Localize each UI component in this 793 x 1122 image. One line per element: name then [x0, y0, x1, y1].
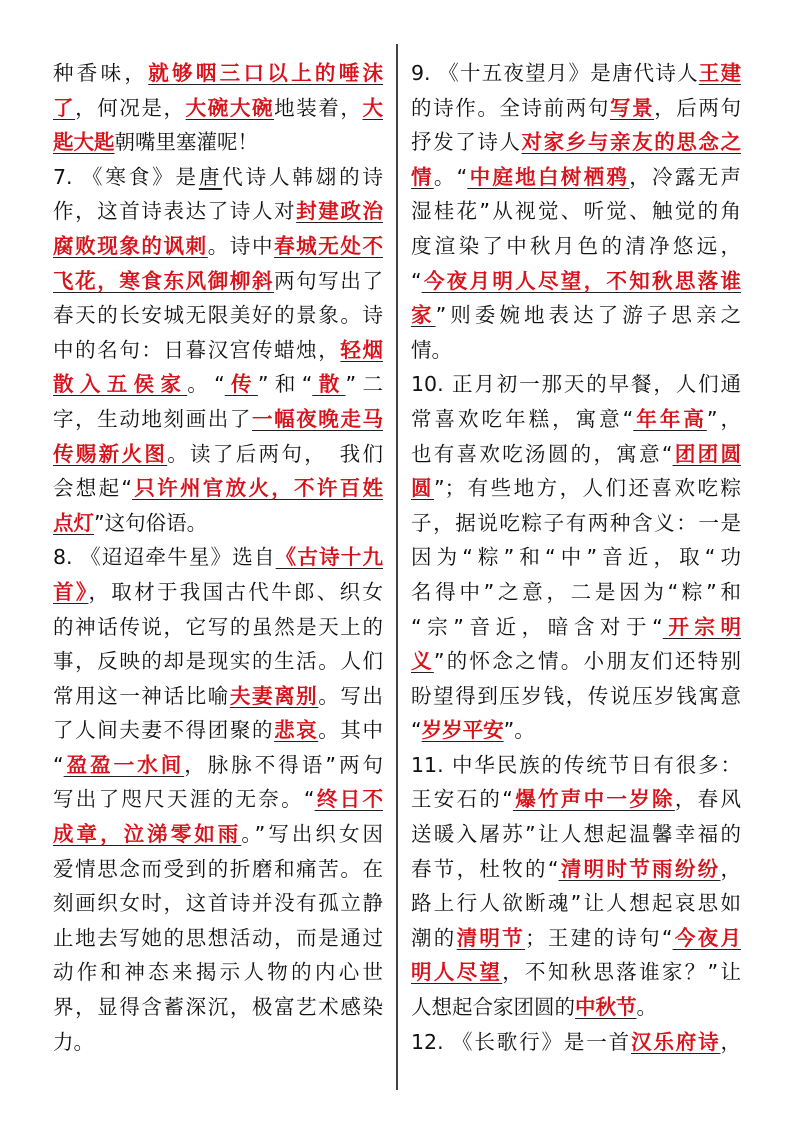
body-text: 界，显得含蓄深沉，极富艺术感染 [53, 995, 383, 1020]
text-line [53, 367, 383, 402]
body-text: 。写出 [318, 683, 384, 708]
body-text: 了人间夫妻不得团聚的 [53, 718, 275, 743]
body-text: ，后两句 [654, 95, 742, 120]
highlighted-answer: 成章，泣涕零如雨 [53, 822, 242, 847]
highlighted-answer: 《古诗十九 [275, 545, 384, 570]
text-line [53, 713, 383, 748]
text-line [411, 160, 741, 195]
body-text: 事，反映的却是现实的生活。人们 [53, 649, 383, 674]
highlighted-answer: 封建政治 [296, 199, 384, 224]
body-text: 朝嘴里塞灌呢！ [114, 130, 258, 155]
text-line [53, 644, 383, 679]
text-line [53, 886, 383, 921]
text-line [53, 852, 383, 887]
highlighted-answer: 汉乐府诗 [631, 1029, 721, 1054]
text-line [53, 402, 383, 437]
body-text: 11. 中华民族的传统节日有很多： [411, 752, 741, 777]
highlighted-answer: 春城无处不 [274, 233, 384, 258]
body-text: 两句写出了 [274, 268, 384, 293]
body-text: “ [411, 268, 422, 293]
highlighted-answer: 对家乡与亲友的思念之 [521, 130, 742, 155]
paragraph [53, 56, 383, 160]
body-text: 潮的 [411, 925, 457, 950]
text-line [53, 955, 383, 990]
text-line [411, 125, 741, 160]
body-text: 湿桂花”从视觉、听觉、触觉的角 [411, 199, 741, 224]
text-line [411, 817, 741, 852]
text-line [53, 333, 383, 368]
body-text: 止地去写她的思想活动，而是通过 [53, 925, 383, 950]
highlighted-answer: 大碗大碗 [185, 95, 275, 120]
text-line [411, 437, 741, 472]
text-line [411, 367, 741, 402]
left-column [53, 56, 383, 1059]
highlighted-answer: 情 [411, 164, 434, 189]
body-text: 会想起“ [53, 476, 133, 501]
body-text: 字，生动地刻画出了 [53, 406, 252, 431]
text-line [53, 540, 383, 575]
highlighted-answer: 今夜月 [672, 925, 741, 950]
text-line [411, 1025, 741, 1060]
text-line [53, 575, 383, 610]
text-line [411, 610, 741, 645]
highlighted-answer: 只许州官放火，不许百姓 [132, 476, 383, 501]
highlighted-answer: 点灯 [53, 510, 94, 535]
text-line [53, 160, 383, 195]
body-text: 10. 正月初一那天的早餐，人们通 [411, 372, 741, 397]
highlighted-answer: 传赐新火图 [53, 441, 168, 466]
text-line [411, 264, 741, 299]
text-line [411, 540, 741, 575]
text-line [53, 437, 383, 472]
text-line [411, 990, 741, 1025]
body-text: 盼望得到压岁钱，传说压岁钱寓意 [411, 683, 741, 708]
body-text: ”这句俗语。 [94, 510, 208, 535]
highlighted-answer: 轻烟 [340, 337, 384, 362]
body-text: 8. 《迢迢牵牛星》选自 [53, 545, 276, 570]
body-text: 。其中 [318, 718, 384, 743]
text-line [411, 298, 741, 333]
text-line [411, 194, 741, 229]
body-text: ；王建的诗句“ [525, 925, 673, 950]
highlighted-answer: 圆 [411, 476, 434, 501]
text-line [53, 506, 383, 541]
paragraph [411, 367, 741, 748]
text-line [53, 264, 383, 299]
body-text: ， [720, 856, 741, 881]
text-line [411, 921, 741, 956]
text-line [53, 679, 383, 714]
body-text: ，春风 [674, 787, 741, 812]
body-text: 送暖入屠苏”让人想起温馨幸福的 [411, 822, 741, 847]
highlighted-answer: 飞花，寒食东风御柳斜 [53, 268, 275, 293]
body-text: 。“ [187, 372, 225, 397]
paragraph [411, 1025, 741, 1060]
paragraph [411, 748, 741, 1025]
text-line [411, 333, 741, 368]
body-text: 因为“粽”和“中”音近，取“功 [411, 545, 741, 570]
highlighted-answer: 盈盈一水间 [63, 752, 185, 777]
text-line [53, 817, 383, 852]
highlighted-answer: 家 [411, 303, 436, 328]
body-text: “宗”音近，暗含对于“ [411, 614, 663, 639]
highlighted-answer: 今夜月明人尽望，不知秋思落谁 [421, 268, 741, 293]
body-text: ”和“ [257, 372, 313, 397]
body-text: 。诗中 [207, 233, 275, 258]
text-line [411, 229, 741, 264]
body-text: 。 [636, 995, 657, 1020]
highlighted-answer: 王建 [698, 61, 742, 85]
body-text: ， [720, 1029, 741, 1054]
highlighted-answer: 明人尽望 [411, 960, 503, 985]
text-line [53, 782, 383, 817]
text-line [53, 194, 383, 229]
text-line [411, 782, 741, 817]
highlighted-answer: 团团圆 [672, 441, 741, 466]
highlighted-answer: 写景 [609, 95, 655, 120]
body-text: 。读了后两句， 我们 [167, 441, 384, 466]
paragraph [411, 56, 741, 367]
body-text: ，何况是， [75, 95, 186, 120]
body-text: 写出了咫尺天涯的无奈。“ [53, 787, 315, 812]
highlighted-answer: 清明节 [456, 925, 526, 950]
highlighted-answer: 中庭地白树栖鸦 [467, 164, 630, 189]
paragraph [53, 540, 383, 1059]
body-text: ”的怀念之情。小朋友们还特别 [433, 649, 741, 674]
text-line [53, 229, 383, 264]
body-text: 。”写出织女因 [241, 822, 383, 847]
highlighted-answer: 终日不 [314, 787, 383, 812]
text-line [53, 748, 383, 783]
highlighted-answer: 散入五侯家 [53, 372, 188, 397]
text-line [411, 91, 741, 126]
body-text: 度渲染了中秋月色的清净悠远， [411, 233, 741, 258]
body-text: 常用这一神话比喻 [53, 683, 230, 708]
body-text: 唐 [198, 164, 223, 189]
body-text: ，不知秋思落谁家？”让 [502, 960, 741, 985]
text-line [53, 921, 383, 956]
highlighted-answer: 首》 [53, 579, 89, 604]
body-text: “ [411, 718, 422, 743]
text-line [411, 402, 741, 437]
text-line [411, 886, 741, 921]
body-text: 的诗作。全诗前两句 [411, 95, 610, 120]
body-text: 动作和神态来揭示人物的内心世 [53, 960, 383, 985]
highlighted-answer: 就够咽三口以上的唾沫 [148, 61, 384, 85]
highlighted-answer: 清明时节雨纷纷 [558, 856, 721, 881]
right-column [411, 56, 741, 1059]
column-divider [396, 44, 398, 1090]
text-line [411, 56, 741, 91]
body-text: 作，这首诗表达了诗人对 [53, 199, 297, 224]
text-line [411, 679, 741, 714]
text-line [411, 955, 741, 990]
body-text: ”， [706, 406, 741, 431]
body-text: 力。 [53, 1029, 94, 1054]
paragraph [53, 160, 383, 541]
highlighted-answer: 匙大匙 [53, 130, 115, 155]
text-line [53, 610, 383, 645]
body-text: 9. 《十五夜望月》是唐代诗人 [411, 61, 699, 85]
highlighted-answer: 一幅夜晚走马 [251, 406, 384, 431]
body-text: ，脉脉不得语”两句 [184, 752, 383, 777]
text-line [411, 713, 741, 748]
text-line [53, 91, 383, 126]
text-line [53, 990, 383, 1025]
body-text: 种香味， [53, 61, 149, 85]
body-text: 王安石的“ [411, 787, 513, 812]
text-line [411, 506, 741, 541]
text-line [411, 748, 741, 783]
body-text: 情。 [411, 337, 452, 362]
highlighted-answer: 了 [53, 95, 76, 120]
highlighted-answer: 中秋节 [575, 995, 637, 1020]
body-text: ”二 [345, 372, 384, 397]
body-text: ”；有些地方，人们还喜欢吃粽 [434, 476, 742, 501]
body-text: 路上行人欲断魂”让人想起哀思如 [411, 891, 741, 916]
body-text: “ [53, 752, 64, 777]
body-text: ，冷露无声 [629, 164, 741, 189]
body-text: 12. 《长歌行》是一首 [411, 1029, 631, 1054]
text-line [53, 125, 383, 160]
highlighted-answer: 爆竹声中一岁除 [512, 787, 675, 812]
body-text: 爱情思念而受到的折磨和痛苦。在 [53, 856, 383, 881]
text-line [411, 575, 741, 610]
body-text: ，取材于我国古代牛郎、织女 [88, 579, 384, 604]
body-text: 也有喜欢吃汤圆的，寓意“ [411, 441, 673, 466]
highlighted-answer: 传 [224, 372, 258, 397]
body-text: 。“ [433, 164, 468, 189]
highlighted-answer: 夫妻离别 [229, 683, 319, 708]
body-text: 代诗人韩翃的诗 [222, 164, 384, 189]
text-line [53, 1025, 383, 1060]
highlighted-answer: 岁岁平安 [421, 718, 504, 743]
body-text: 中的名句：日暮汉宫传蜡烛， [53, 337, 341, 362]
highlighted-answer: 大 [362, 95, 384, 120]
highlighted-answer: 年年高 [633, 406, 707, 431]
body-text: 人想起合家团圆的 [411, 995, 575, 1020]
body-text: 7. 《寒食》是 [53, 164, 199, 189]
body-text: 春节，杜牧的“ [411, 856, 559, 881]
body-text: 地装着， [274, 95, 363, 120]
highlighted-answer: 腐败现象的讽刺 [53, 233, 208, 258]
highlighted-answer: 开宗明 [662, 614, 741, 639]
body-text: ”则委婉地表达了游子思亲之 [435, 303, 742, 328]
body-text: 春天的长安城无限美好的景象。诗 [53, 303, 383, 328]
text-line [53, 56, 383, 91]
text-line [53, 298, 383, 333]
text-line [411, 471, 741, 506]
highlighted-answer: 散 [312, 372, 346, 397]
body-text: 的神话传说，它写的虽然是天上的 [53, 614, 383, 639]
body-text: 常喜欢吃年糕，寓意“ [411, 406, 634, 431]
body-text: 抒发了诗人 [411, 130, 522, 155]
body-text: ”。 [503, 718, 535, 743]
body-text: 子，据说吃粽子有两种含义：一是 [411, 510, 741, 535]
body-text: 名得中”之意，二是因为“粽”和 [411, 579, 741, 604]
body-text: 刻画织女时，这首诗并没有孤立静 [53, 891, 383, 916]
text-line [411, 644, 741, 679]
highlighted-answer: 悲哀 [274, 718, 319, 743]
text-line [53, 471, 383, 506]
text-line [411, 852, 741, 887]
highlighted-answer: 义 [411, 649, 434, 674]
